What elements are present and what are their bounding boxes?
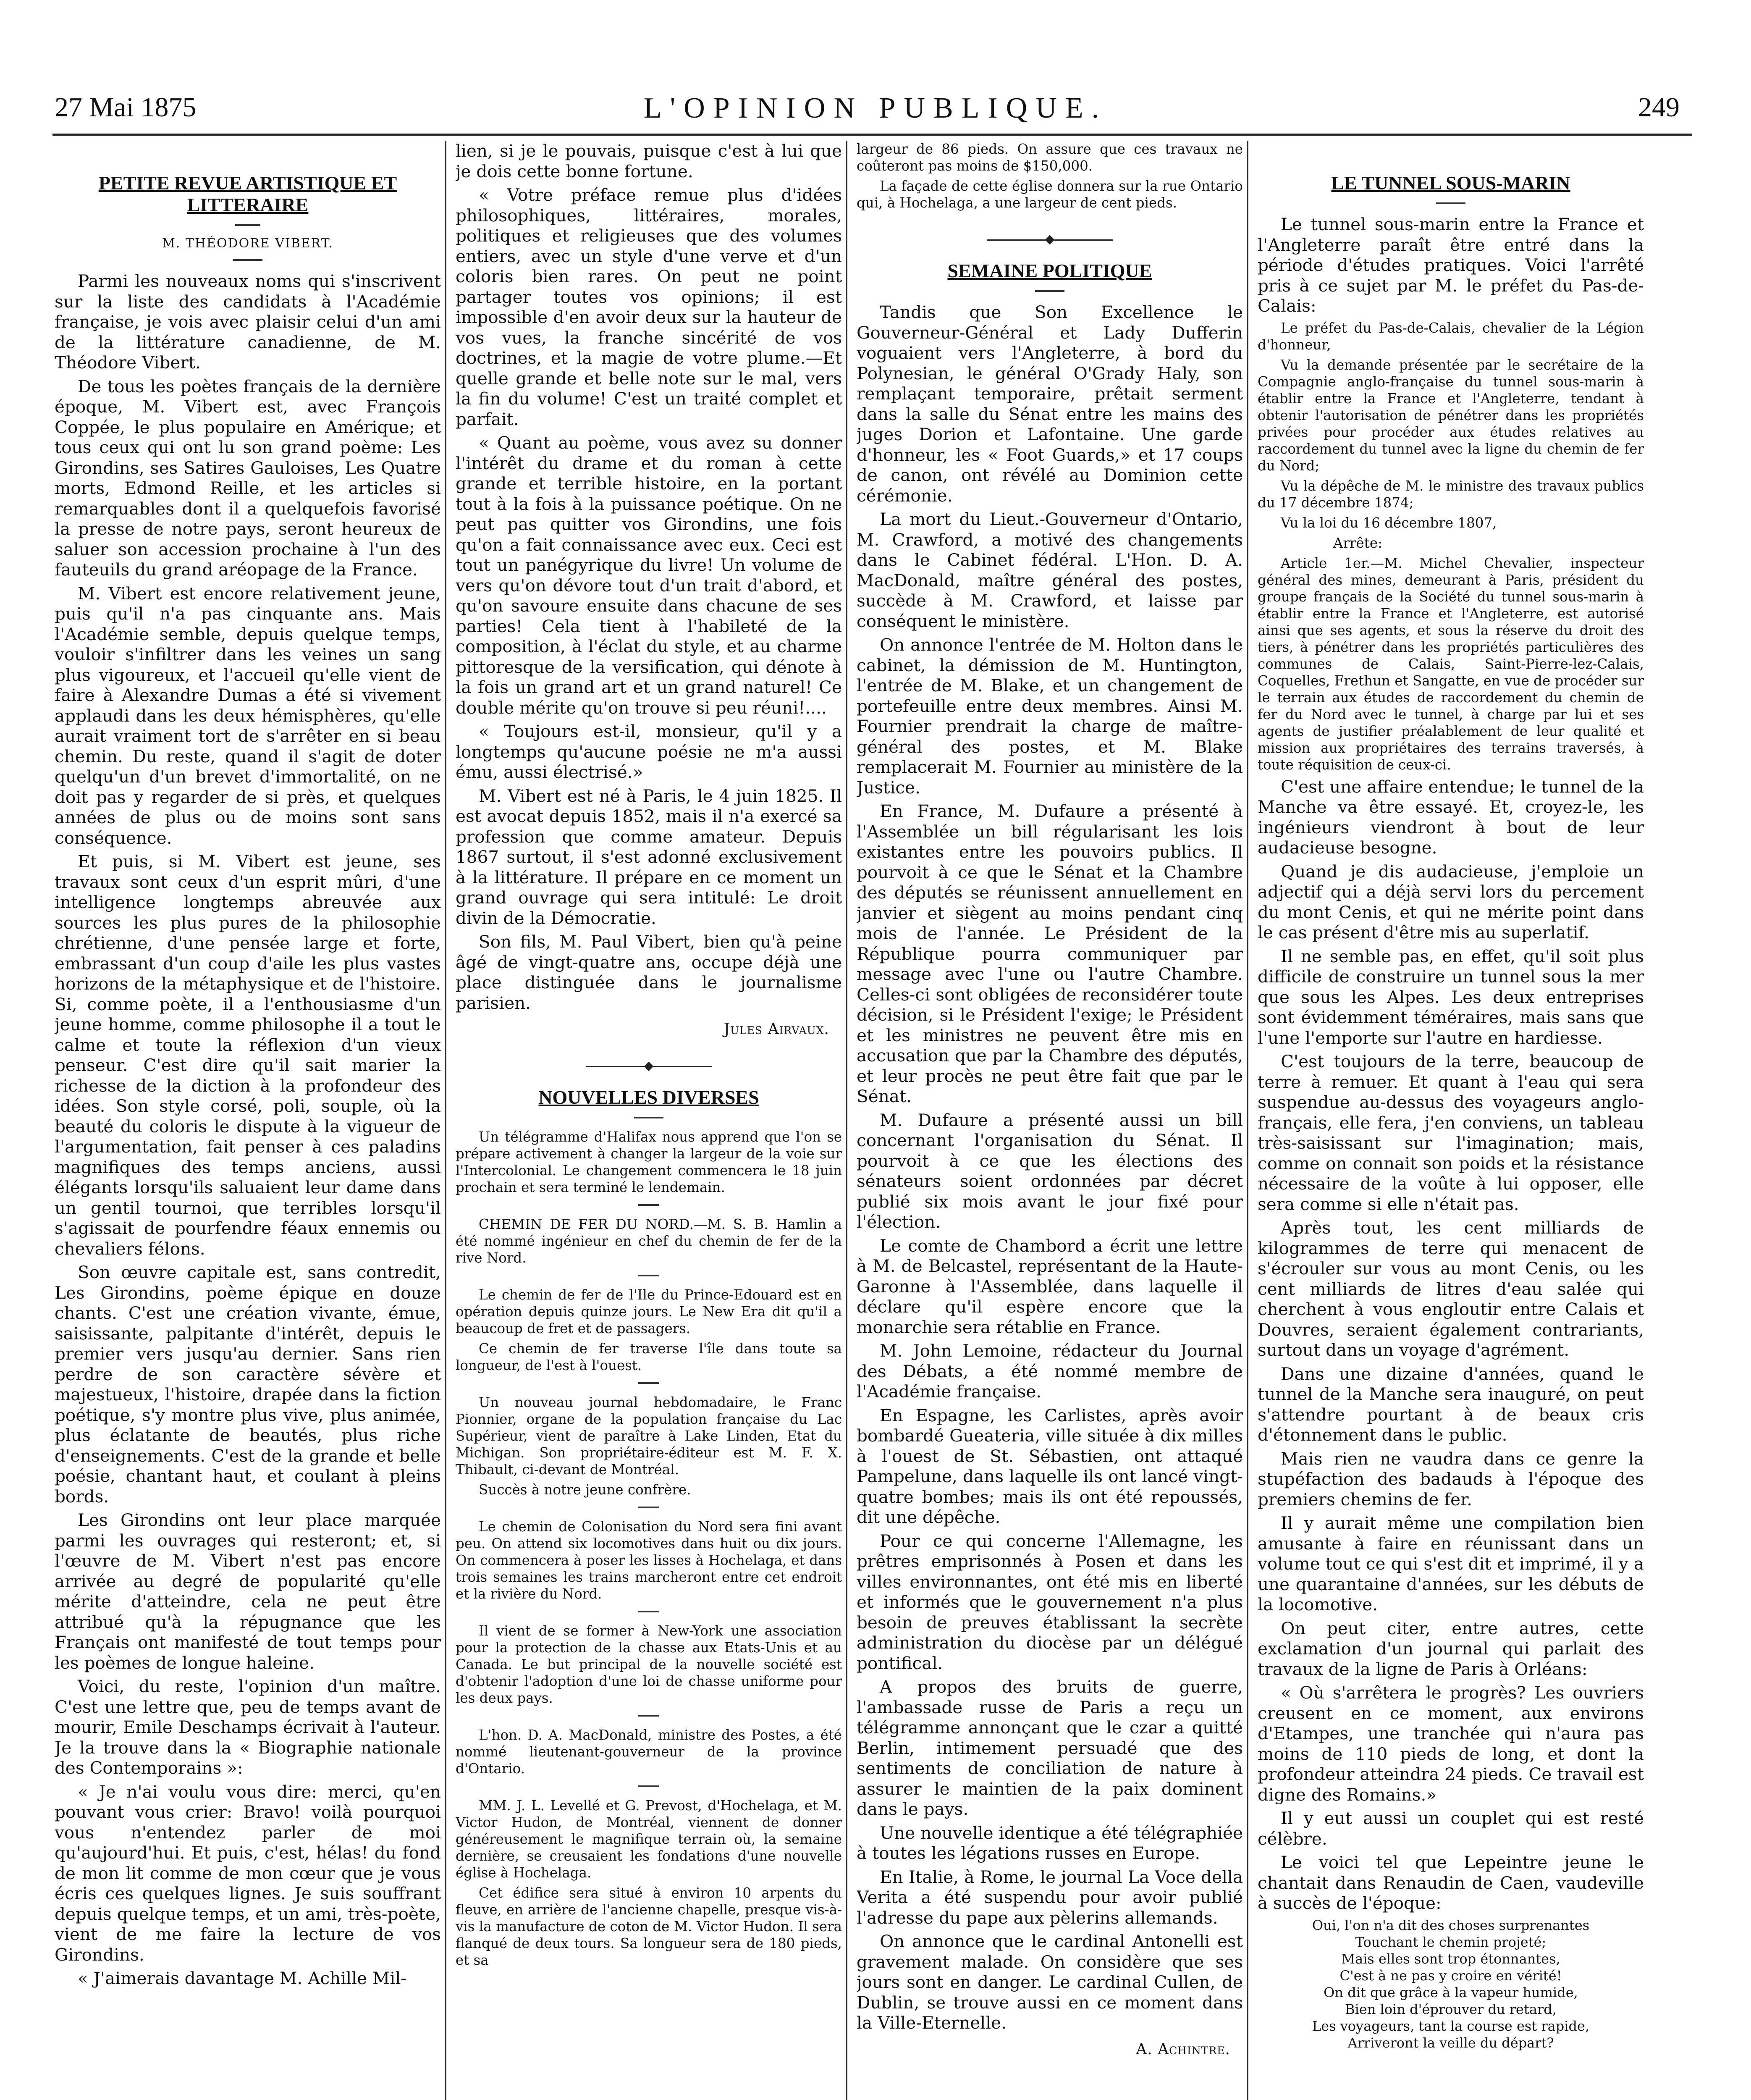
paragraph: La mort du Lieut.-Gouverneur d'Ontario, M. Crawford, a motivé des changements dans le Cabinet fédéral. L'Hon. D. A. MacDonald, maître général des postes, succède à M. Crawford, et laisse par conséquent le ministère. [857, 509, 1243, 631]
verse-line: Les voyageurs, tant la course est rapide, [1312, 2018, 1590, 2034]
paragraph: Quand je dis audacieuse, j'emploie un adjectif qui a déjà servi lors du percement du mont Cenis, et qui ne mérite point dans le cas présent d'être mis au superlatif. [1258, 861, 1644, 942]
news-item: L'hon. D. A. MacDonald, ministre des Postes, a été nommé lieutenant-gouverneur de la province d'Ontario. [456, 1727, 842, 1777]
article-heading-tunnel: LE TUNNEL SOUS-MARIN [1331, 172, 1570, 194]
divider [638, 1204, 659, 1206]
masthead-title: L'OPINION PUBLIQUE. [643, 92, 1108, 124]
paragraph: « Je n'ai voulu vous dire: merci, qu'en pouvant vous crier: Bravo! voilà pourquoi vous n'entendez parler de moi qu'aujourd'hui. Et puis, c'est, hélas! du fond de mon lit comme de mon cœur que je vous écris ces quelques lignes. Je suis souffrant depuis quelque temps, et un ami, très-poète, vient de me faire la lecture de vos Girondins. [55, 1781, 441, 1965]
divider [638, 1785, 659, 1787]
paragraph: Mais rien ne vaudra dans ce genre la stupéfaction des badauds à l'époque des premiers chemins de fer. [1258, 1448, 1644, 1509]
paragraph: « Quant au poème, vous avez su donner l'intérêt du drame et du roman à cette grande et terrible histoire, en la portant tout à la fois à la puissance poétique. On ne peut pas quitter vos Girondins, une fois qu'on a fait connaissance avec eux. Ceci est tout un panégyrique du livre! Un volume de vers qu'on dévore tout d'un trait d'abord, et qu'on savoure ensuite dans chacune de ses parties! Cela tient à l'habileté de la composition, à l'éclat du style, et au charme pittoresque de la versification, qui dénote à la fois un grand art et un grand naturel! Ce double mérite qu'on trouve si peu réuni!.... [456, 433, 842, 718]
paragraph: En Espagne, les Carlistes, après avoir bombardé Gueateria, ville située à dix milles à l'ouest de St. Sébastien, ont attaqué Pampelune, dans laquelle ils ont lancé vingt-quatre bombes; mais ils ont été repoussés, dit une dépêche. [857, 1405, 1243, 1527]
paragraph: Tandis que Son Excellence le Gouverneur-Général et Lady Dufferin voguaient vers l'Angleterre, à bord du Polynesian, le général O'Grady Haly, son remplaçant temporaire, prêtait serment dans la salle du Sénat entre les mains des juges Dorion et Lafontaine. Une garde d'honneur, les « Foot Guards,» et 17 coups de canon, ont révélé au Dominion cette cérémonie. [857, 302, 1243, 506]
verse-line: Bien loin d'éprouver du retard, [1345, 2001, 1557, 2017]
paragraph: Parmi les nouveaux noms qui s'inscrivent sur la liste des candidats à l'Académie française, je vois avec plaisir celui d'un ami de la littérature canadienne, de M. Théodore Vibert. [55, 271, 441, 373]
divider [233, 259, 262, 261]
ornament-divider [987, 236, 1113, 243]
column-3 [857, 141, 1243, 2100]
divider [638, 1507, 659, 1508]
paragraph: En Italie, à Rome, le journal La Voce della Verita a été suspendu pour avoir publié l'adresse du pape aux pèlerins allemands. [857, 1866, 1243, 1928]
news-item: Ce chemin de fer traverse l'île dans toute sa longueur, de l'est à l'ouest. [456, 1341, 842, 1373]
news-item: Un télégramme d'Halifax nous apprend que l'on se prépare activement à changer la largeur de la voie sur l'Intercolonial. Le changement commencera le 18 juin prochain et sera terminé le lendemain. [456, 1129, 842, 1195]
verse-line: Mais elles sont trop étonnantes, [1341, 1950, 1560, 1967]
paragraph: Après tout, les cent milliards de kilogrammes de terre qui menacent de s'écrouler sur vous au mont Cenis, ou les cent milliards de litres d'eau salée qui cherchent à vous engloutir entre Calais et Douvres, seraient également contrariants, surtout dans un voyage d'agrément. [1258, 1218, 1644, 1360]
verse-line: Arriveront la veille du départ? [1347, 2034, 1554, 2051]
paragraph: C'est une affaire entendue; le tunnel de la Manche va être essayé. Et, croyez-le, les ingénieurs viendront à bout de leur audacieuse besogne. [1258, 776, 1644, 858]
decree-line: Vu la dépêche de M. le ministre des travaux publics du 17 décembre 1874; [1258, 478, 1644, 511]
decree-line: Article 1er.—M. Michel Chevalier, inspecteur général des mines, demeurant à Paris, président du groupe français de la Société du tunnel sous-marin à établir entre la France et l'Angleterre, est autorisé ainsi que ses agents, et sous la réserve du droit des tiers, à pénétrer dans les propriétés particulières des communes de Calais, Saint-Pierre-lez-Calais, Coquelles, Frethun et Sangatte, en vue de procéder sur le terrain aux études de raccordement du chemin de fer du Nord avec le tunnel, à charge par lui et ses agents de justifier préalablement de leur qualité et mission aux propriétaires des terrains traversés, à toute réquisition de ceux-ci. [1258, 555, 1644, 773]
news-item: Il vient de se former à New-York une association pour la protection de la chasse aux Etats-Unis et au Canada. Le but principal de la nouvelle société est d'obtenir l'adoption d'une loi de chasse uniforme pour les deux pays. [456, 1623, 842, 1706]
news-item: Succès à notre jeune confrère. [479, 1482, 691, 1498]
paragraph: En France, M. Dufaure a présenté à l'Assemblée un bill régularisant les lois existantes entre les pouvoirs publics. Il pourvoit à ce que le Sénat et la Chambre des députés se réunissent annuellement en janvier et siègent au moins pendant cinq mois de l'année. Le Président de la République pourra communiquer par message avec l'une ou l'autre Chambre. Celles-ci sont obligées de reconsidérer toute décision, si le Président l'exige; le Président et les ministres ne peuvent être mis en accusation que par la Chambre des députés, et leur procès ne peut être fait que par le Sénat. [857, 801, 1243, 1106]
decree-line: Vu la loi du 16 décembre 1807, [1281, 514, 1497, 531]
article-heading-semaine: SEMAINE POLITIQUE [947, 260, 1152, 281]
verse-line: Touchant le chemin projeté; [1355, 1934, 1547, 1950]
news-item: La façade de cette église donnera sur la rue Ontario qui, à Hochelaga, a une largeur de cent pieds. [857, 178, 1243, 211]
divider [235, 224, 260, 226]
divider [638, 1715, 659, 1717]
decree-line: Vu la demande présentée par le secrétaire de la Compagnie anglo-française du tunnel sous-marin à établir entre la France et l'Angleterre, tendant à obtenir l'autorisation de pénétrer dans les propriétés privées pour procéder aux études relatives au raccordement du tunnel avec la ligne du chemin de fer du Nord; [1258, 357, 1644, 474]
ornament-divider [586, 1063, 712, 1070]
paragraph: Son œuvre capitale est, sans contredit, Les Girondins, poème épique en douze chants. C'est une création vivante, émue, saisissante, palpitante d'intérêt, depuis le premier vers jusqu'au dernier. Sans rien perdre de son caractère sévère et majestueux, l'histoire, drapée dans la fiction poétique, s'y montre plus vive, plus animée, plus éclatante de beautés, plus riche d'enseignements. C'est de la grande et belle poésie, chantant haut, et coulant à pleins bords. [55, 1262, 441, 1507]
paragraph: Dans une dizaine d'années, quand le tunnel de la Manche sera inauguré, on peut s'attendre pourtant à de beaux cris d'étonnement dans le public. [1258, 1363, 1644, 1445]
verse-line: C'est à ne pas y croire en vérité! [1339, 1967, 1562, 1984]
verse-line: Oui, l'on n'a dit des choses surprenantes [1312, 1917, 1590, 1933]
paragraph: Pour ce qui concerne l'Allemagne, les prêtres emprisonnés à Posen et dans les villes environnantes, ont été mis en liberté et informés que le gouvernement n'a plus besoin de preuves établissant la secrète administration du diocèse par un délégué pontifical. [857, 1530, 1243, 1673]
decree-line: Arrête: [1333, 535, 1383, 551]
divider [638, 1275, 659, 1276]
divider [634, 1117, 663, 1118]
verse-line: On dit que grâce à la vapeur humide, [1324, 1984, 1578, 2000]
header-rule [52, 134, 1692, 136]
paragraph: Une nouvelle identique a été télégraphiée à toutes les légations russes en Europe. [857, 1822, 1243, 1863]
paragraph: Et puis, si M. Vibert est jeune, ses travaux sont ceux d'un esprit mûri, d'une intelligence longtemps abreuvée aux sources les plus pures de la philosophie chrétienne, d'une pensée large et forte, embrassant d'un coup d'aile les plus vastes horizons de la métaphysique et de l'histoire. Si, comme poète, il a l'enthousiasme d'un jeune homme, comme philosophe il a tout le calme et toute la réflexion d'un vieux penseur. C'est dire qu'il sait marier la richesse de la diction à la profondeur des idées. Son style corsé, poli, souple, où la beauté du coloris le dispute à la vigueur de l'argumentation, fait penser à ces paladins magnifiques des temps anciens, aussi élégants lorsqu'ils saluaient leur dame dans un gentil tournoi, que terribles lorsqu'il s'agissait de pourfendre féaux ennemis ou chevaliers félons. [55, 851, 441, 1259]
paragraph: A propos des bruits de guerre, l'ambassade russe de Paris a reçu un télégramme annonçant que le czar a quitté Berlin, intimement persuadé que des sentiments de conciliation de nature à assurer le maintien de la paix dominent dans le pays. [857, 1677, 1243, 1819]
column-4 [1258, 141, 1644, 2100]
paragraph: Il ne semble pas, en effet, qu'il soit plus difficile de construire un tunnel sous la mer que sous les Alpes. Les deux entreprises sont évidemment téméraires, mais sans que l'une l'emporte sur l'autre en hardiesse. [1258, 946, 1644, 1048]
paragraph: Le tunnel sous-marin entre la France et l'Angleterre paraît être entré dans la période d'études pratiques. Voici l'arrêté pris à ce sujet par M. le préfet du Pas-de-Calais: [1258, 214, 1644, 316]
paragraph: Il y eut aussi un couplet qui est resté célèbre. [1258, 1808, 1644, 1849]
issue-date: 27 Mai 1875 [55, 92, 197, 123]
column-1 [55, 141, 441, 2100]
article-byline: M. THÉODORE VIBERT. [162, 236, 333, 251]
divider [1035, 290, 1064, 292]
paragraph: « Où s'arrêtera le progrès? Les ouvriers creusent en ce moment, aux environs d'Etampes, une tranchée qui n'aura pas moins de 110 pieds de long, et dont la profondeur atteindra 24 pieds. Ce travail est digne des Romains.» [1258, 1683, 1644, 1805]
column-2 [456, 141, 842, 2100]
article-heading-nouvelles: NOUVELLES DIVERSES [538, 1087, 759, 1108]
news-item: Cet édifice sera situé à environ 10 arpents du fleuve, en arrière de l'ancienne chapelle, presque vis-à-vis la manufacture de coton de M. Victor Hudon. Il sera flanqué de deux tours. Sa longueur sera de 180 pieds, et sa [456, 1885, 842, 1968]
paragraph: « Votre préface remue plus d'idées philosophiques, littéraires, morales, politiques et religieuses que des volumes entiers, avec un style d'une verve et d'un coloris bien rares. On peut ne point partager toutes vos opinions; il est impossible d'en avoir deux sur la hauteur de vos vues, la franche sincérité de vos doctrines, et la magie de votre plume.—Et quelle grande et belle note sur le mal, vers la fin du volume! C'est un traité complet et parfait. [456, 185, 842, 429]
paragraph: C'est toujours de la terre, beaucoup de terre à remuer. Et quant à l'eau qui sera suspendue au-dessus des voyageurs anglo-français, elle fera, j'en conviens, un tableau très-saisissant sur l'imagination; mais, comme on connait son poids et la résistance nécessaire de la voûte à lui opposer, elle sera comme si elle n'était pas. [1258, 1051, 1644, 1214]
verse-block [1258, 1917, 1644, 2051]
paragraph: Le comte de Chambord a écrit une lettre à M. de Belcastel, représentant de la Haute-Garonne à l'Assemblée, dans laquelle il déclare qu'il espère encore que la monarchie sera rétablie en France. [857, 1235, 1243, 1337]
paragraph: Il y aurait même une compilation bien amusante à faire en réunissant dans un volume tout ce qui s'est dit et imprimé, il y a une quarantaine d'années, sur les débuts de la locomotive. [1258, 1513, 1644, 1614]
news-item: MM. J. L. Levellé et G. Prevost, d'Hochelaga, et M. Victor Hudon, de Montréal, viennent de donner généreusement le magnifique terrain où, la semaine dernière, se creusaient les fondations d'une nouvelle église à Hochelaga. [456, 1798, 842, 1881]
paragraph: Voici, du reste, l'opinion d'un maître. C'est une lettre que, peu de temps avant de mourir, Emile Deschamps écrivait à l'auteur. Je la trouve dans la « Biographie nationale des Contemporains »: [55, 1676, 441, 1778]
paragraph: Le voici tel que Lepeintre jeune le chantait dans Renaudin de Caen, vaudeville à succès de l'époque: [1258, 1852, 1644, 1913]
divider [638, 1382, 659, 1384]
news-item: largeur de 86 pieds. On assure que ces travaux ne coûteront pas moins de $150,000. [857, 141, 1243, 174]
paragraph: lien, si je le pouvais, puisque c'est à lui que je dois cette bonne fortune. [456, 141, 842, 181]
column-rule [445, 141, 446, 2100]
paragraph: Son fils, M. Paul Vibert, bien qu'à peine âgé de vingt-quatre ans, occupe déjà une place distinguée dans le journalisme parisien. [456, 932, 842, 1013]
news-item: Le chemin de fer de l'Ile du Prince-Edouard est en opération depuis quinze jours. Le New Era dit qu'il a beaucoup de fret et de passagers. [456, 1287, 842, 1336]
paragraph: M. Vibert est né à Paris, le 4 juin 1825. Il est avocat depuis 1852, mais il n'a exercé sa profession que comme amateur. Depuis 1867 surtout, il s'est adonné exclusivement à la littérature. Il prépare en ce moment un grand ouvrage qui sera intitulé: Le droit divin de la Démocratie. [456, 785, 842, 928]
paragraph: On annonce l'entrée de M. Holton dans le cabinet, la démission de M. Huntington, l'entrée de M. Blake, et un changement de portefeuille entre deux membres. Ainsi M. Fournier prendrait la charge de maître-général des postes, et M. Blake remplacerait M. Fournier au ministère de la Justice. [857, 635, 1243, 798]
paragraph: « Toujours est-il, monsieur, qu'il y a longtemps qu'aucune poésie ne m'a aussi ému, aussi électrisé.» [456, 721, 842, 782]
signature: Jules Airvaux. [723, 1021, 829, 1038]
news-item: Un nouveau journal hebdomadaire, le Franc Pionnier, organe de la population française du Lac Supérieur, vient de paraître à Lake Linden, Etat du Michigan. Son propriétaire-éditeur est M. F. X. Thibault, ci-devant de Montréal. [456, 1394, 842, 1478]
divider [1436, 202, 1465, 204]
divider [638, 1611, 659, 1612]
news-item: Le chemin de Colonisation du Nord sera fini avant peu. On attend six locomotives dans huit ou dix jours. On commencera à poser les lisses à Hochelaga, et dans trois semaines les trains marcheront entre cet endroit et la rivière du Nord. [456, 1519, 842, 1602]
paragraph: « J'aimerais davantage M. Achille Mil- [78, 1968, 406, 1988]
article-heading-revue: PETITE REVUE ARTISTIQUE ET LITTERAIRE [98, 172, 397, 215]
paragraph: M. Dufaure a présenté aussi un bill concernant l'organisation du Sénat. Il pourvoit à ce que les élections des sénateurs soient ordonnées par décret publié six mois avant le jour fixé pour l'élection. [857, 1110, 1243, 1232]
paragraph: M. Vibert est encore relativement jeune, puis qu'il n'a pas cinquante ans. Mais l'Académie semble, depuis quelque temps, vouloir s'infiltrer dans les veines un sang plus vigoureux, et l'accueil qu'elle vient de faire à Alexandre Dumas a été si vivement applaudi dans les deux hémisphères, qu'elle aurait vraiment tort de s'arrêter en si beau chemin. Du reste, quand il s'agit de doter quelqu'un d'un brevet d'immortalité, on ne doit pas y regarder de si près, et quelques années de plus ou de moins sont sans conséquence. [55, 583, 441, 848]
news-item: CHEMIN DE FER DU NORD.—M. S. B. Hamlin a été nommé ingénieur en chef du chemin de fer de la rive Nord. [456, 1216, 842, 1266]
paragraph: De tous les poètes français de la dernière époque, M. Vibert est, avec François Coppée, le plus populaire en Amérique; et tous ceux qui ont lu son grand poème: Les Girondins, ses Satires Gauloises, Les Quatre morts, Edmond Reille, et les articles si remarquables dont il a quelquefois favorisé la presse de notre pays, seront heureux de saluer son accession prochaine à l'un des fauteuils du grand aréopage de la France. [55, 376, 441, 580]
column-rule [846, 141, 847, 2100]
paragraph: On peut citer, entre autres, cette exclamation d'un journal qui parlait des travaux de la ligne de Paris à Orléans: [1258, 1618, 1644, 1679]
column-rule [1247, 141, 1248, 2100]
decree-line: Le préfet du Pas-de-Calais, chevalier de la Légion d'honneur, [1258, 320, 1644, 353]
paragraph: On annonce que le cardinal Antonelli est gravement malade. On considère que ses jours sont en danger. Le cardinal Cullen, de Dublin, se trouve aussi en ce moment dans la Ville-Eternelle. [857, 1931, 1243, 2033]
page-number: 249 [1638, 92, 1680, 123]
paragraph: Les Girondins ont leur place marquée parmi les ouvrages qui resteront; et, si l'œuvre de M. Vibert n'est pas encore arrivée au degré de popularité qu'elle mérite d'atteindre, cela ne peut être attribué qu'à la répugnance que les Français ont manifesté de tout temps pour les poèmes de longue haleine. [55, 1510, 441, 1673]
signature: A. Achintre. [1136, 2040, 1230, 2058]
paragraph: M. John Lemoine, rédacteur du Journal des Débats, a été nommé membre de l'Académie française. [857, 1341, 1243, 1402]
